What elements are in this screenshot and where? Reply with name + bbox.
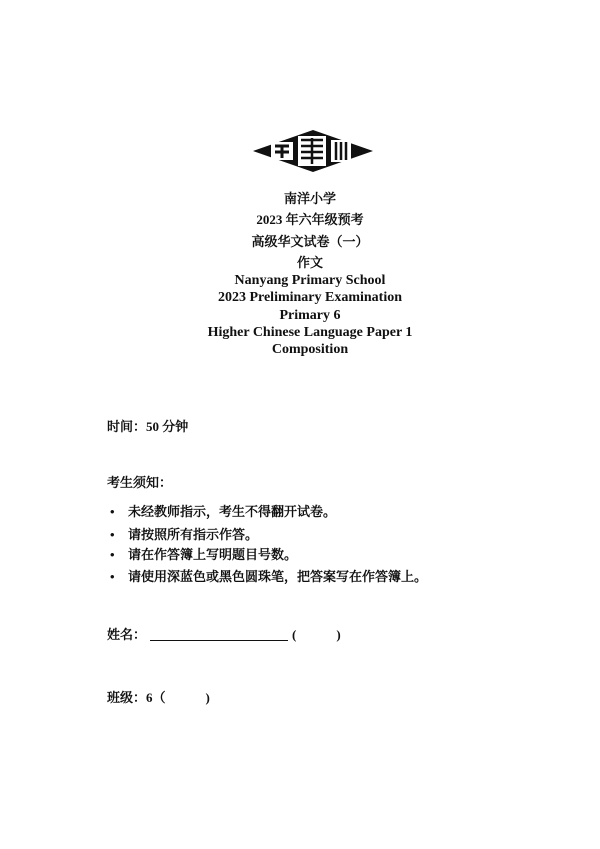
class-label: 班级：6（ <box>107 690 166 705</box>
class-paren-close: ) <box>205 690 210 705</box>
register-paren-open: ( <box>292 627 297 642</box>
instruction-text: 请按照所有指示作答。 <box>128 527 259 542</box>
instruction-text: 请使用深蓝色或黑色圆珠笔，把答案写在作答簿上。 <box>128 569 428 584</box>
instruction-text: 请在作答簿上写明题目号数。 <box>128 547 298 562</box>
instruction-text: 未经教师指示，考生不得翻开试卷。 <box>128 504 337 519</box>
time-allowed: 时间：50 分钟 <box>107 419 189 434</box>
school-logo <box>253 130 373 172</box>
instruction-item: • 未经教师指示，考生不得翻开试卷。 <box>110 504 337 519</box>
cn-exam-title: 2023 年六年级预考 <box>256 212 364 227</box>
instruction-item: • 请使用深蓝色或黑色圆珠笔，把答案写在作答簿上。 <box>110 569 428 584</box>
en-school-name: Nanyang Primary School <box>234 273 386 288</box>
instructions-title: 考生须知： <box>107 475 173 490</box>
en-paper-title: Higher Chinese Language Paper 1 <box>207 325 413 340</box>
en-component: Composition <box>271 342 349 357</box>
instruction-item: • 请按照所有指示作答。 <box>110 527 259 542</box>
en-level: Primary 6 <box>279 308 341 323</box>
name-field[interactable] <box>107 624 341 643</box>
cn-school-name: 南洋小学 <box>283 191 336 206</box>
name-label: 姓名： <box>107 627 147 642</box>
en-exam-title: 2023 Preliminary Examination <box>217 290 403 305</box>
register-paren-close: ) <box>336 627 341 642</box>
name-blank[interactable] <box>150 640 288 641</box>
cn-paper-title: 高级华文试卷（一） <box>251 234 369 249</box>
class-field[interactable] <box>107 687 210 706</box>
cn-component: 作文 <box>296 255 323 270</box>
instruction-item: • 请在作答簿上写明题目号数。 <box>110 547 298 562</box>
